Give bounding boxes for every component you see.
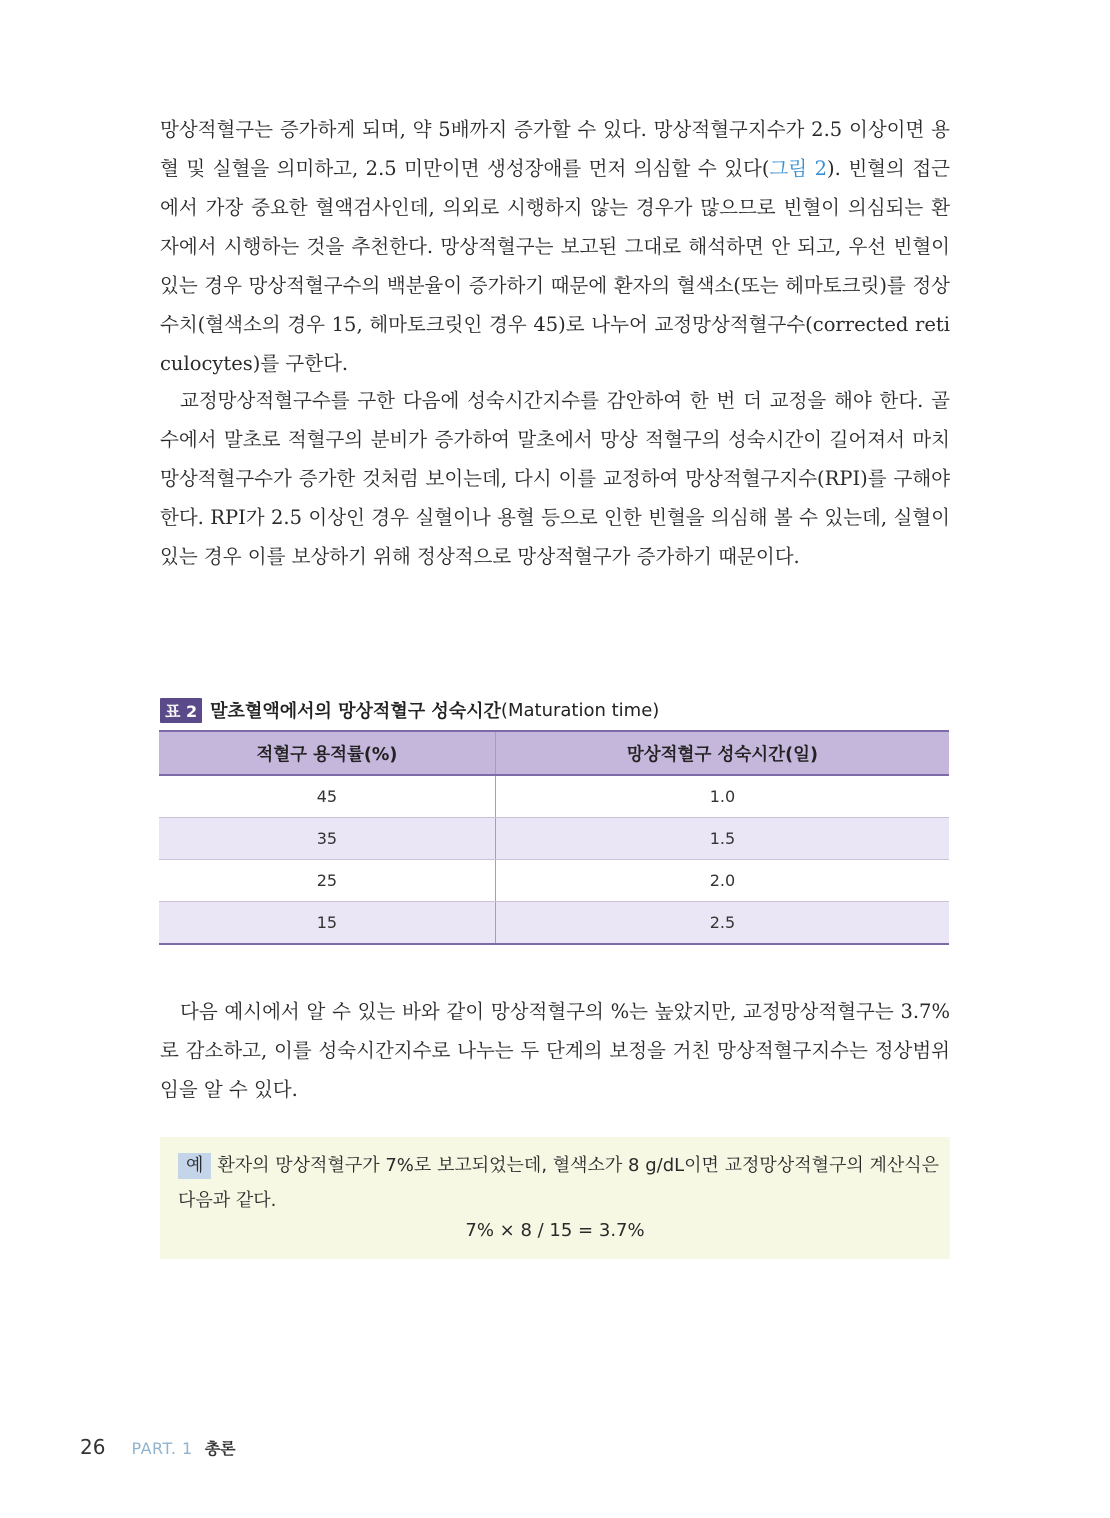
example-text: 환자의 망상적혈구가 7%로 보고되었는데, 혈색소가 8 g/dL이면 교정망상적혈구의 계산식은 [217, 1155, 940, 1176]
column-header-hematocrit: 적혈구 용적률(%) [159, 731, 495, 775]
page-footer [80, 1435, 236, 1463]
body-paragraph-1 [160, 110, 950, 383]
table-cell: 25 [159, 860, 495, 902]
table-cell: 2.0 [495, 860, 949, 902]
table-row [159, 775, 949, 818]
table-title: 말초혈액에서의 망상적혈구 성숙시간 [210, 701, 501, 722]
example-formula: 7% × 8 / 15 = 3.7% [465, 1220, 645, 1241]
table-cell: 45 [159, 775, 495, 818]
table-row [159, 902, 949, 945]
page-number: 26 [80, 1435, 106, 1459]
table-cell: 35 [159, 818, 495, 860]
table-row [159, 860, 949, 902]
table-cell: 1.0 [495, 775, 949, 818]
paragraph-text: 망상적혈구는 증가하게 되며, 약 5배까지 증가할 수 있다. 망상적혈구지수가 2.5 이상이면 용혈 및 실혈을 의미하고, 2.5 미만이면 생성장애를 먼저 의심할 수 있다( [160, 118, 950, 180]
table-row [159, 818, 949, 860]
example-badge: 예 [178, 1153, 211, 1179]
example-box [160, 1137, 950, 1259]
paragraph-text: ). 빈혈의 접근에서 가장 중요한 혈액검사인데, 의외로 시행하지 않는 경우가 많으므로 빈혈이 의심되는 환자에서 시행하는 것을 추천한다. 망상적혈구는 보고된 그대로 해석하면 안 되고, 우선 빈혈이 있는 경우 망상적혈구수의 백분율이 증가하기 때문에 환자의 혈색소(또는 헤마토크릿)를 정상수치(혈색소의 경우 15, 헤마토크릿인 경우 45)로 나누어 교정망상적혈구수(corrected reticulocytes)를 구한다. [160, 157, 950, 375]
table-cell: 2.5 [495, 902, 949, 945]
part-label: PART. 1 [131, 1439, 193, 1458]
body-paragraph-2: 교정망상적혈구수를 구한 다음에 성숙시간지수를 감안하여 한 번 더 교정을 해야 한다. 골수에서 말초로 적혈구의 분비가 증가하여 말초에서 망상 적혈구의 성숙시간이 길어져서 마치 망상적혈구수가 증가한 것처럼 보이는데, 다시 이를 교정하여 망상적혈구지수(RPI)를 구해야 한다. RPI가 2.5 이상인 경우 실혈이나 용혈 등으로 인한 빈혈을 의심해 볼 수 있는데, 실혈이 있는 경우 이를 보상하기 위해 정상적으로 망상적혈구가 증가하기 때문이다. [160, 389, 950, 568]
table-cell: 15 [159, 902, 495, 945]
table-header-row [159, 731, 949, 775]
maturation-time-table [159, 730, 949, 945]
table-cell: 1.5 [495, 818, 949, 860]
body-paragraph-3: 다음 예시에서 알 수 있는 바와 같이 망상적혈구의 %는 높았지만, 교정망상적혈구는 3.7%로 감소하고, 이를 성숙시간지수로 나누는 두 단계의 보정을 거친 망상적혈구지수는 정상범위임을 알 수 있다. [160, 1000, 950, 1101]
example-line-1 [178, 1151, 939, 1179]
table-number-badge: 표 2 [160, 698, 202, 723]
example-line-2: 다음과 같다. [178, 1190, 277, 1211]
part-title: 총론 [204, 1439, 236, 1458]
table-title-english: (Maturation time) [500, 699, 660, 721]
figure-reference-link[interactable]: 그림 2 [769, 157, 828, 180]
column-header-maturation-time: 망상적혈구 성숙시간(일) [495, 731, 949, 775]
table-caption [160, 697, 659, 723]
